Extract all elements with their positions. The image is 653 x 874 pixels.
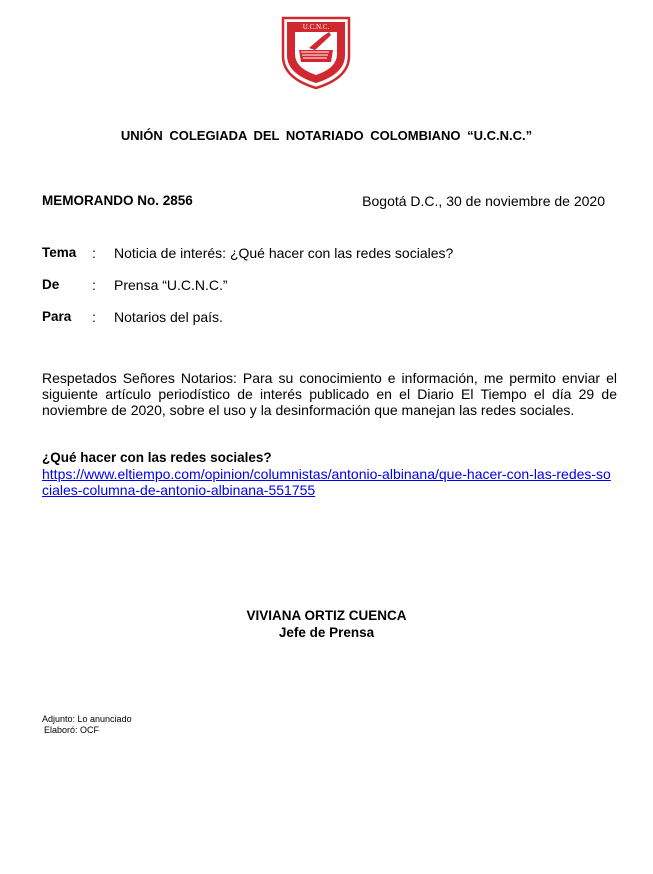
article-link[interactable]: https://www.eltiempo.com/opinion/columnistas/antonio-albinana/que-hacer-con-las-redes-sociales-columna-de-antonio-albinana-551755: [42, 466, 611, 498]
tema-value: Noticia de interés: ¿Qué hacer con las redes sociales?: [114, 245, 454, 261]
de-value: Prensa “U.C.N.C.”: [114, 277, 228, 293]
de-label: De: [42, 277, 60, 292]
memo-number: MEMORANDO No. 2856: [42, 193, 193, 208]
prepared-by-note: Elaboró: OCF: [44, 725, 100, 735]
tema-colon: :: [92, 245, 96, 261]
de-colon: :: [92, 277, 96, 293]
seal-text: U.C.N.C.: [302, 23, 330, 31]
article-title: ¿Qué hacer con las redes sociales?: [42, 450, 272, 465]
signatory-name: VIVIANA ORTIZ CUENCA: [246, 608, 407, 623]
memo-date: Bogotá D.C., 30 de noviembre de 2020: [362, 193, 605, 209]
organization-title: UNIÓN COLEGIADA DEL NOTARIADO COLOMBIANO “U.C.N.C.”: [120, 128, 533, 143]
para-label: Para: [42, 309, 72, 324]
intro-paragraph: Respetados Señores Notarios: Para su conocimiento e información, me permito enviar el siguiente artículo periodístico de interés publicado en el Diario El Tiempo el día 29 de noviembre de 2020, sobre el uso y la desinformación que manejan las redes sociales.: [42, 370, 617, 418]
attachment-note: Adjunto: Lo anunciado: [42, 714, 132, 724]
para-colon: :: [92, 309, 96, 325]
ucnc-seal-logo: [279, 12, 353, 90]
signatory-role: Jefe de Prensa: [278, 625, 375, 640]
para-value: Notarios del país.: [114, 309, 223, 325]
tema-label: Tema: [42, 245, 77, 260]
